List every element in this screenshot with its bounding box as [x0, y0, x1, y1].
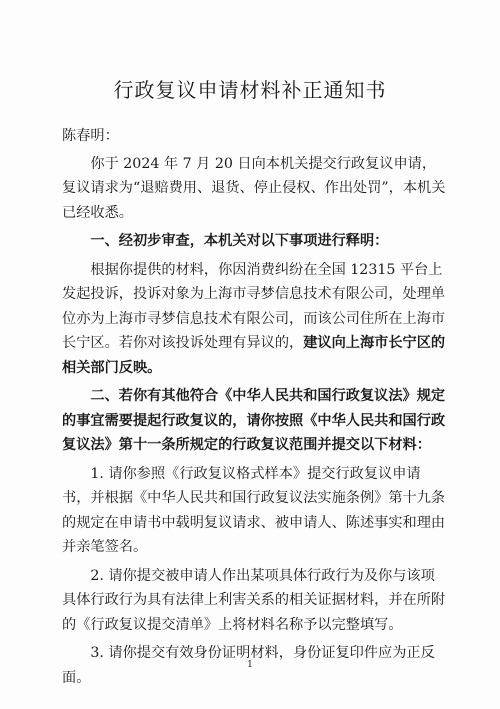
- list-item-3: 3. 请你提交有效身份证明材料，身份证复印件应为正反面。: [62, 645, 435, 686]
- salutation: 陈春明：: [62, 128, 119, 144]
- intro-paragraph: 你于 2024 年 7 月 20 日向本机关提交行政复议申请，复议请求为“退赔费用、退货、停止侵权、作出处罚”，本机关已经收悉。: [62, 155, 446, 221]
- list-item-2: 2. 请你提交被申请人作出某项具体行政行为及你与该项具体行政行为具有法律上利害关系的相关证据材料，并在所附的《行政复议提交清单》上将材料名称予以完整填写。: [62, 567, 446, 633]
- section1-body-text: 根据你提供的材料，你因消费纠纷在全国 12315 平台上发起投诉，投诉对象为上海市寻梦信息技术有限公司，处理单位亦为上海市寻梦信息技术有限公司，而该公司住所在上海市长宁区。若你对该投诉处理有异议的，: [62, 261, 446, 351]
- section1-bold-text: 建议向上海市长宁区的相关部门反映。: [62, 335, 446, 376]
- section1-paragraph: [62, 258, 447, 381]
- page-number: 1: [247, 660, 253, 670]
- section2-heading: 二、若你有其他符合《中华人民共和国行政复议法》规定的事宜需要提起行政复议的，请你按照《中华人民共和国行政复议法》第十一条所规定的行政复议范围并提交以下材料：: [62, 388, 446, 453]
- list-item-1: 1. 请你参照《行政复议格式样本》提交行政复议申请书，并根据《中华人民共和国行政复议法实施条例》第十九条的规定在申请书中载明复议请求、被申请人、陈述事实和理由并亲笔签名。: [62, 465, 446, 555]
- section1-heading: 一、经初步审查，本机关对以下事项进行释明：: [90, 233, 389, 249]
- document-title: 行政复议申请材料补正通知书: [113, 78, 387, 102]
- document-body: [62, 124, 447, 694]
